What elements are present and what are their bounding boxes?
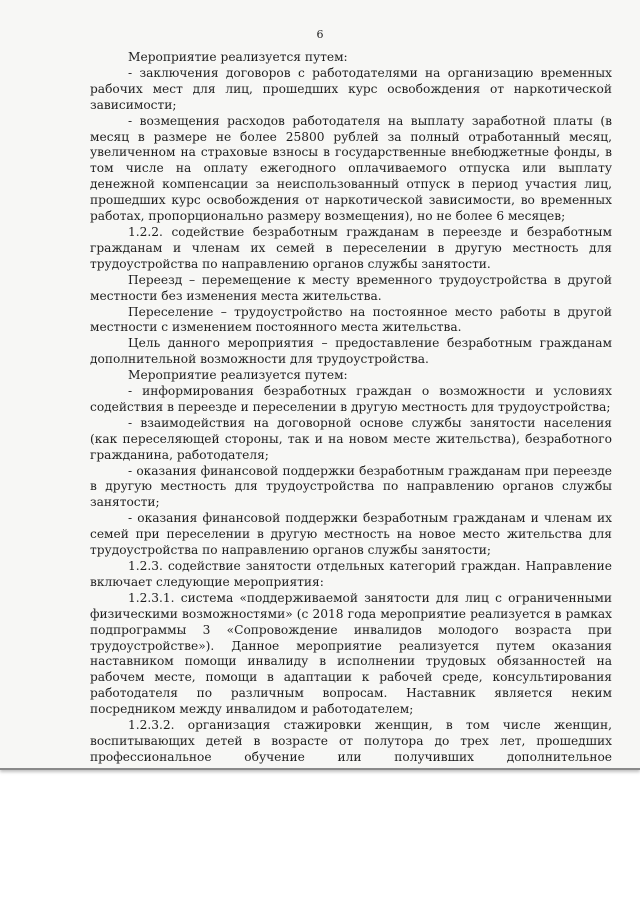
page-number: 6 xyxy=(316,28,324,41)
paragraph: - информирования безработных граждан о возможности и условиях содействия в переезде и переселении в другую местность для трудоустройства; xyxy=(90,384,612,414)
paragraph: 1.2.3. содействие занятости отдельных категорий граждан. Направление включает следующие мероприятия: xyxy=(90,559,612,589)
paragraph: Переезд – перемещение к месту временного трудоустройства в другой местности без изменения места жительства. xyxy=(90,272,612,303)
paragraph: 1.2.3.1. система «поддерживаемой занятости для лиц с ограниченными физическими возможностями» (с 2018 года мероприятие реализуется в рамках подпрограммы 3 «Сопровождение инвалидов молодого возраста при трудоустройстве»). Данное мероприятие реализуется путем оказания наставником помощи инвалиду в исполнении трудовых обязанностей на рабочем месте, помощи в адаптации к рабочей среде, консультирования работодателя по различным вопросам. Наставник является неким посредником между инвалидом и работодателем; xyxy=(90,590,612,717)
paragraph: - заключения договоров с работодателями на организацию временных рабочих мест для лиц, прошедших курс освобождения от наркотической зависимости; xyxy=(90,65,612,112)
paragraph: - взаимодействия на договорной основе службы занятости населения (как переселяющей стороны, так и на новом месте жительства), безработного гражданина, работодателя; xyxy=(90,415,612,462)
paragraph: Переселение – трудоустройство на постоянное место работы в другой местности с изменением постоянного места жительства. xyxy=(90,304,612,335)
paragraph: - оказания финансовой поддержки безработным гражданам при переезде в другую местность для трудоустройства по направлению органов службы занятости; xyxy=(90,463,612,510)
document-body xyxy=(90,50,612,766)
paragraph: Мероприятие реализуется путем: xyxy=(128,368,348,383)
paragraph: Цель данного мероприятия – предоставление безработным гражданам дополнительной возможности для трудоустройства. xyxy=(90,336,612,367)
paragraph: 1.2.2. содействие безработным гражданам в переезде и безработным гражданам и членам их семей в переселении в другую местность для трудоустройства по направлению органов службы занятости. xyxy=(90,224,612,271)
paragraph: 1.2.3.2. организация стажировки женщин, в том числе женщин, воспитывающих детей в возрасте от полутора до трех лет, прошедших профессиональное обучение или получивших дополнительное xyxy=(90,718,612,764)
paragraph: Мероприятие реализуется путем: xyxy=(128,50,348,64)
paragraph: - оказания финансовой поддержки безработным гражданам и членам их семей при переселении в другую местность на новое место жительства для трудоустройства по направлению органов службы занятости; xyxy=(90,511,612,558)
paragraph: - возмещения расходов работодателя на выплату заработной платы (в месяц в размере не более 25800 рублей за полный отработанный месяц, увеличенном на страховые взносы в государственные внебюджетные фонды, в том числе на оплату ежегодного оплачиваемого отпуска или выплату денежной компенсации за неиспользованный отпуск в период участия лиц, прошедших курс освобождения от наркотической зависимости, во временных работах, пропорционально размеру возмещения), но не более 6 месяцев; xyxy=(90,113,612,224)
